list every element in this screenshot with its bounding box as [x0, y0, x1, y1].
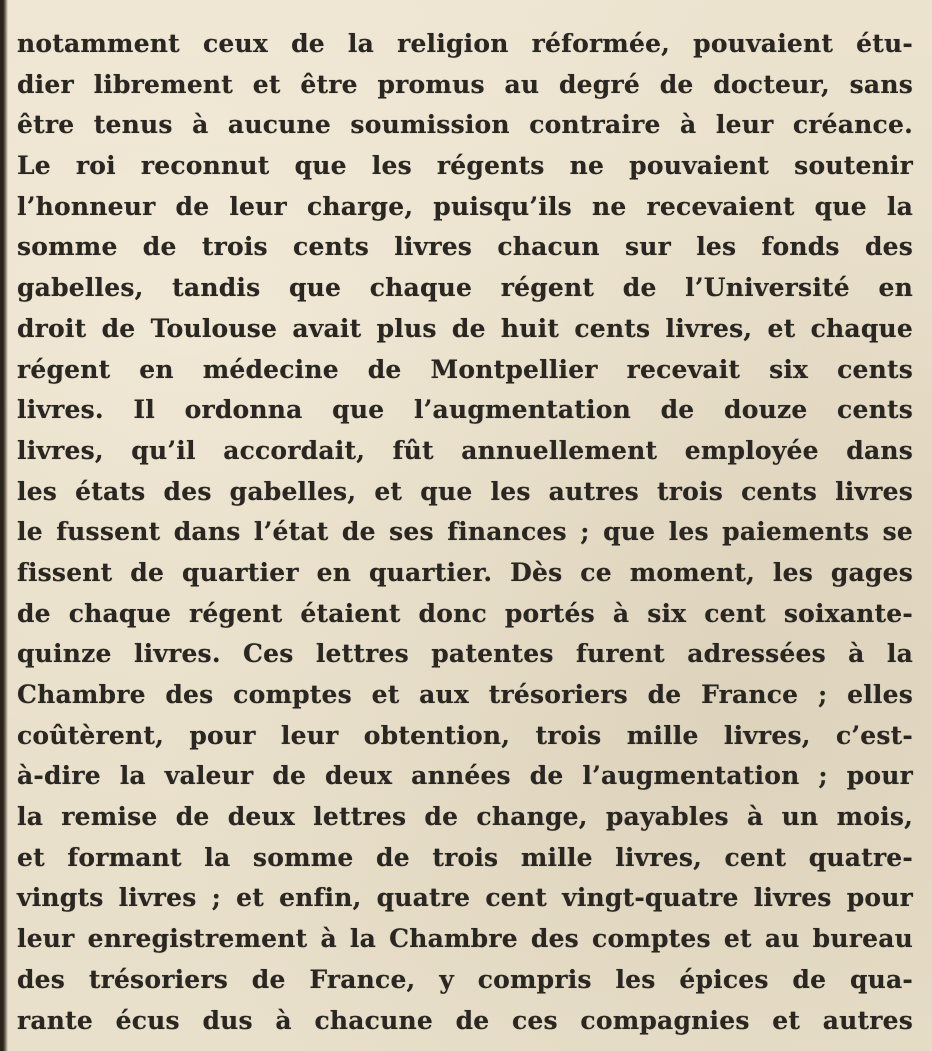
text-line: quinze livres. Ces lettres patentes furent adressées à la — [17, 639, 913, 669]
text-line: à-dire la valeur de deux années de l’augmentation ; pour — [17, 761, 913, 791]
text-line: des trésoriers de France, y compris les épices de qua- — [17, 964, 913, 994]
page-left-border — [0, 0, 8, 1051]
text-line: de chaque régent étaient donc portés à six cent soixante- — [17, 598, 913, 628]
text-line: notamment ceux de la religion réformée, pouvaient étu- — [17, 29, 913, 58]
text-line: livres, qu’il accordait, fût annuellement employée dans — [17, 435, 913, 465]
text-line: le fussent dans l’état de ses finances ; que les paiements se — [17, 517, 913, 547]
text-line: fissent de quartier en quartier. Dès ce moment, les gages — [17, 557, 913, 587]
text-line: et formant la somme de trois mille livres, cent quatre- — [17, 842, 913, 872]
text-line: les états des gabelles, et que les autres trois cents livres — [17, 476, 913, 506]
text-line: gabelles, tandis que chaque régent de l’Université en — [17, 273, 913, 303]
text-line: leur enregistrement à la Chambre des comptes et au bureau — [17, 924, 913, 954]
text-line: rante écus dus à chacune de ces compagnies et autres — [17, 1005, 913, 1035]
text-line: livres. Il ordonna que l’augmentation de douze cents — [17, 395, 913, 425]
text-line: droit de Toulouse avait plus de huit cents livres, et chaque — [17, 313, 913, 343]
text-line: dier librement et être promus au degré de docteur, sans — [17, 69, 913, 99]
text-line: vingts livres ; et enfin, quatre cent vingt-quatre livres pour — [17, 883, 913, 913]
text-line: somme de trois cents livres chacun sur les fonds des — [17, 232, 913, 262]
text-line: être tenus à aucune soumission contraire à leur créance. — [17, 110, 913, 140]
text-line: la remise de deux lettres de change, payables à un mois, — [17, 802, 913, 832]
text-line: régent en médecine de Montpellier recevait six cents — [17, 354, 913, 384]
text-line: coûtèrent, pour leur obtention, trois mille livres, c’est- — [17, 720, 913, 750]
text-line: Chambre des comptes et aux trésoriers de France ; elles — [17, 680, 913, 709]
text-line: l’honneur de leur charge, puisqu’ils ne recevaient que la — [17, 191, 913, 221]
body-text — [17, 24, 913, 1041]
text-line: Le roi reconnut que les régents ne pouvaient soutenir — [17, 151, 913, 181]
